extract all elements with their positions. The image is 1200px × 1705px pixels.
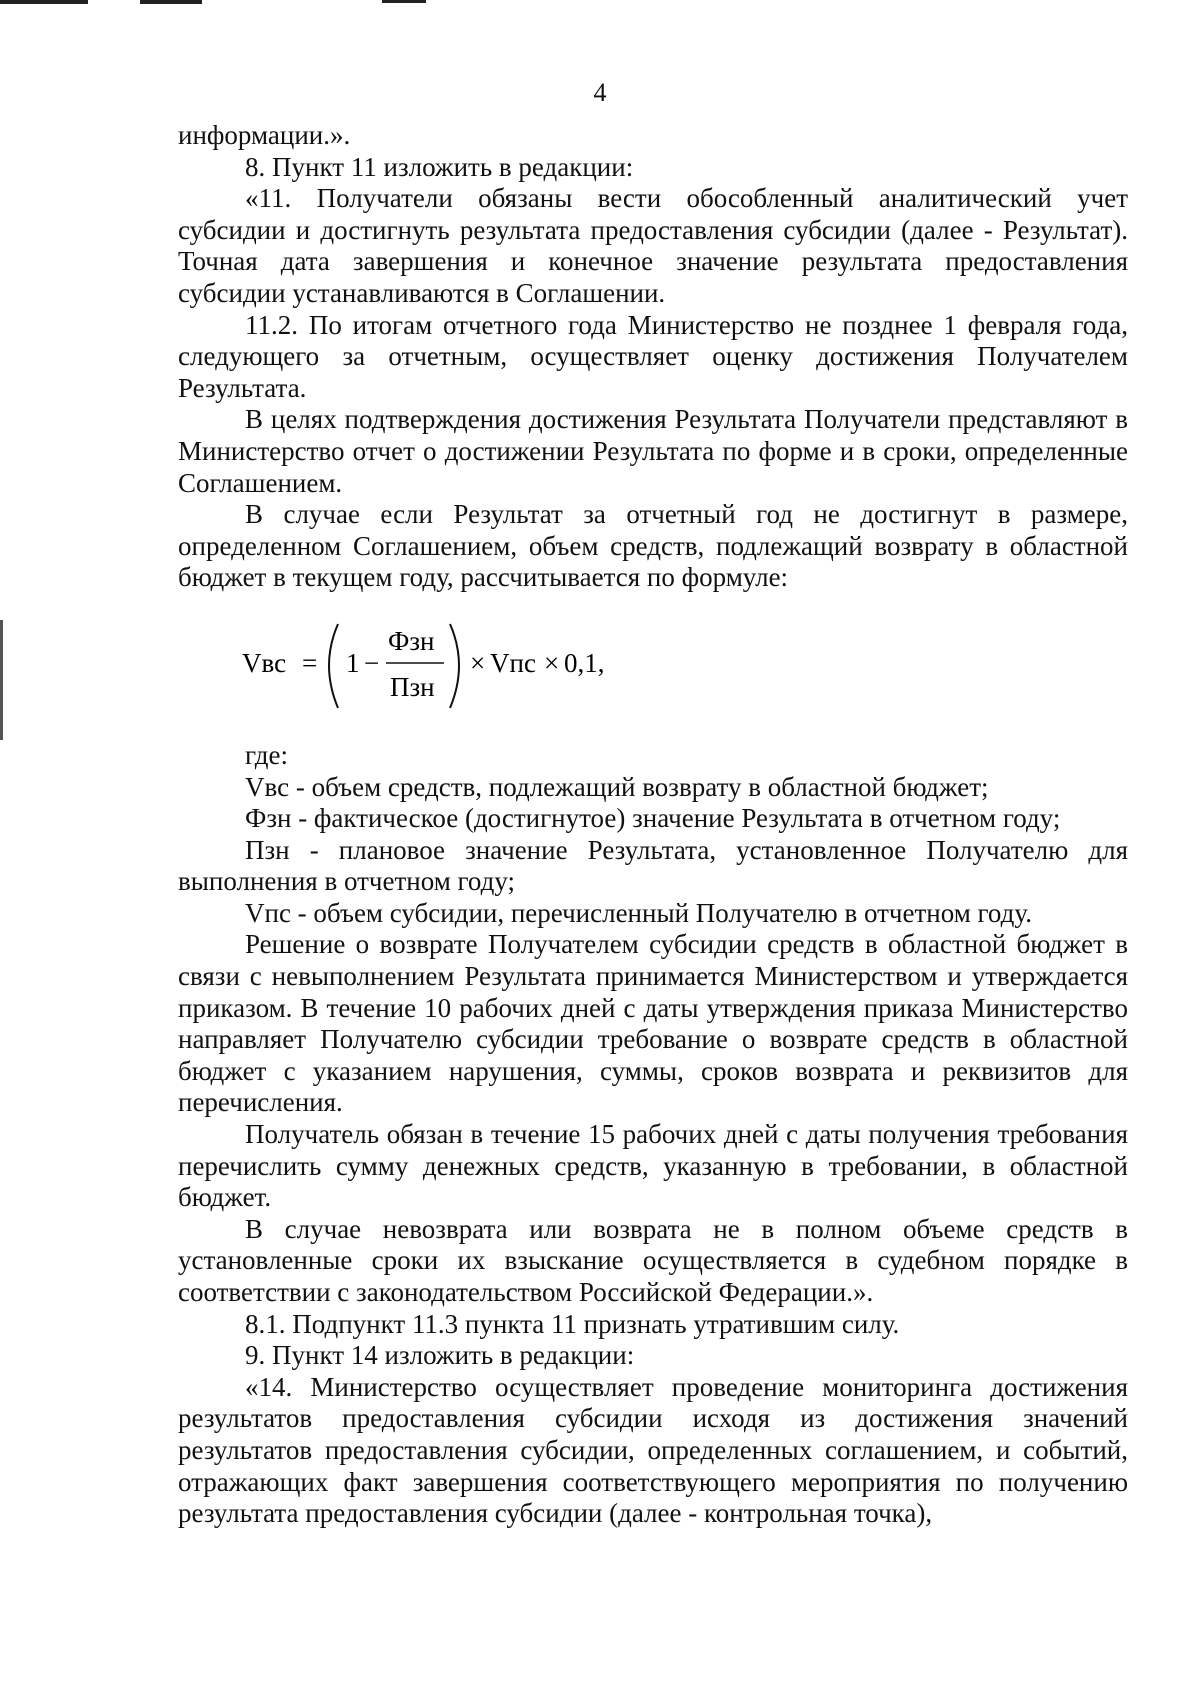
scan-artifact-top-2 [140, 0, 202, 4]
paragraph-point-11-2: 11.2. По итогам отчетного года Министерство не позднее 1 февраля года, следующего за отчетным, осуществляет оценку достижения Получателем Результата. [178, 309, 1128, 403]
left-paren [329, 624, 338, 708]
paragraph-refund-decision: Решение о возврате Получателем субсидии средств в областной бюджет в связи с невыполнением Результата принимается Министерством и утверждается приказом. В течение 10 рабочих дней с даты утверждения приказа Министерство направляет Получателю субсидии требование о возврате средств в областной бюджет с указанием нарушения, суммы, сроков возврата и реквизитов для перечисления. [178, 929, 1128, 1118]
formula-minus: − [364, 647, 380, 678]
formula-times-2: × [544, 647, 560, 678]
definition-fzn: Фзн - фактическое (достигнутое) значение Результата в отчетном году; [245, 803, 1061, 834]
paragraph-where: где: [245, 739, 288, 770]
paragraph-item-8-1: 8.1. Подпункт 11.3 пункта 11 признать утратившим силу. [245, 1308, 900, 1339]
formula-svg [238, 610, 658, 720]
right-paren [450, 624, 459, 708]
formula-denominator: Пзн [390, 671, 435, 702]
formula-numerator: Фзн [388, 625, 435, 656]
paragraph-item-9: 9. Пункт 14 изложить в редакции: [245, 1340, 635, 1371]
page-number: 4 [593, 78, 607, 107]
document-body [178, 120, 1128, 1530]
paragraph-continuation: информации.». [178, 120, 351, 150]
paragraph-point-14: «14. Министерство осуществляет проведение мониторинга достижения результатов предоставления субсидии исходя из достижения значений результатов предоставления субсидии, определенных соглашением, и событий, отражающих факт завершения соответствующего мероприятия по получению результата предоставления субсидии (далее - контрольная точка), [178, 1371, 1128, 1529]
paragraph-recipient-obligation: Получатель обязан в течение 15 рабочих дней с даты получения требования перечислить сумму денежных средств, указанную в требовании, в областной бюджет. [178, 1119, 1128, 1213]
formula-coef: 0,1, [564, 647, 605, 678]
definition-pzn: Пзн - плановое значение Результата, установленное Получателю для выполнения в отчетном году; [178, 834, 1128, 897]
paragraph-item-8: 8. Пункт 11 изложить в редакции: [245, 151, 634, 182]
refund-formula [178, 600, 1128, 740]
formula-equals: = [302, 647, 318, 678]
scan-artifact-top-3 [382, 0, 426, 3]
formula-lhs: Vвс [242, 647, 287, 678]
definition-vps: Vпс - объем субсидии, перечисленный Получателю в отчетном году. [245, 897, 1032, 928]
formula-one: 1 [346, 647, 360, 678]
scan-artifact-top-1 [0, 0, 88, 4]
paragraph-formula-intro: В случае если Результат за отчетный год не достигнут в размере, определенном Соглашением, объем средств, подлежащий возврату в областной бюджет в текущем году, рассчитывается по формуле: [178, 499, 1128, 593]
formula-vps: Vпс [490, 647, 536, 678]
paragraph-confirmation: В целях подтверждения достижения Результата Получатели представляют в Министерство отчет о достижении Результата по форме и в сроки, определенные Соглашением. [178, 404, 1128, 498]
paragraph-recovery: В случае невозврата или возврата не в полном объеме средств в установленные сроки их взыскание осуществляется в судебном порядке в соответствии с законодательством Российской Федерации.». [178, 1213, 1128, 1307]
scan-artifact-left [0, 620, 3, 740]
paragraph-point-11: «11. Получатели обязаны вести обособленный аналитический учет субсидии и достигнуть результата предоставления субсидии (далее - Результат). Точная дата завершения и конечное значение результата предоставления субсидии устанавливаются в Соглашении. [178, 183, 1128, 308]
formula-times-1: × [470, 647, 486, 678]
definition-vvs: Vвс - объем средств, подлежащий возврату в областной бюджет; [245, 771, 989, 802]
